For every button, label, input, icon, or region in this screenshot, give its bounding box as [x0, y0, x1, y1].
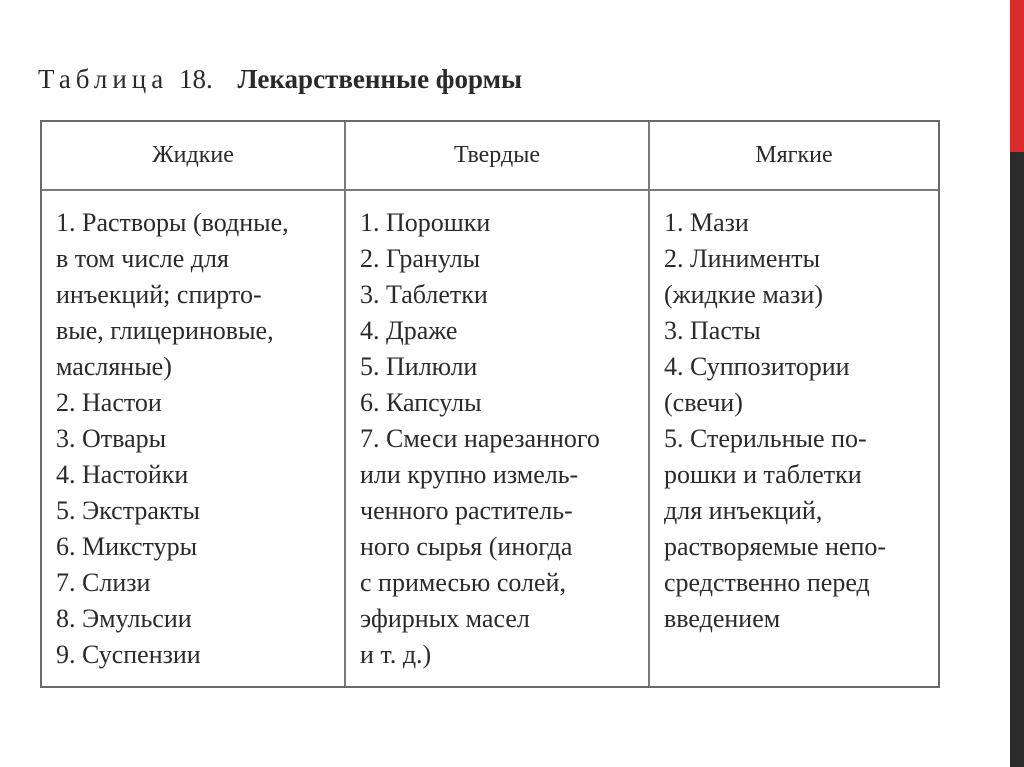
list-item: 6. Микстуры — [56, 532, 198, 561]
list-item: 2. Настои — [56, 388, 162, 417]
table-caption-label: Таблица — [38, 64, 169, 94]
column-liquid — [42, 190, 345, 686]
list-item: в том числе для — [56, 244, 229, 273]
list-item: ного сырья (иногда — [360, 532, 573, 561]
table-caption-number: 18. — [178, 64, 213, 94]
list-item: 4. Драже — [360, 316, 458, 345]
list-item: 8. Эмульсии — [56, 604, 192, 633]
table-row — [42, 190, 938, 686]
list-item: 1. Порошки — [360, 208, 491, 237]
list-item: 7. Слизи — [56, 568, 151, 597]
list-item: 4. Суппозитории — [664, 352, 850, 381]
list-item: 5. Стерильные по- — [664, 424, 867, 453]
column-solid — [345, 190, 649, 686]
list-item: 4. Настойки — [56, 460, 189, 489]
list-item: 3. Пасты — [664, 316, 761, 345]
list-item: для инъекций, — [664, 496, 823, 525]
column-soft — [649, 190, 938, 686]
list-item: ченного раститель- — [360, 496, 573, 525]
table — [42, 122, 938, 686]
list-item: 3. Таблетки — [360, 280, 488, 309]
dosage-forms-table — [40, 120, 940, 688]
list-item: 2. Гранулы — [360, 244, 481, 273]
table-header-row — [42, 122, 938, 190]
header-soft: Мягкие — [649, 122, 938, 190]
list-item: эфирных масел — [360, 604, 530, 633]
list-item: 9. Суспензии — [56, 640, 201, 669]
list-item: 7. Смеси нарезанного — [360, 424, 600, 453]
list-item: масляные) — [56, 352, 172, 381]
slide-edge-bar — [1010, 0, 1024, 767]
list-item: рошки и таблетки — [664, 460, 862, 489]
table-caption — [38, 64, 522, 95]
list-item: 1. Мази — [664, 208, 749, 237]
list-item: 5. Экстракты — [56, 496, 201, 525]
list-item: инъекций; спирто- — [56, 280, 262, 309]
list-item: 3. Отвары — [56, 424, 167, 453]
list-item: 1. Растворы (водные, — [56, 208, 289, 237]
list-item: 2. Линименты — [664, 244, 821, 273]
list-item: (жидкие мази) — [664, 280, 824, 309]
header-liquid: Жидкие — [42, 122, 345, 190]
table-caption-title: Лекарственные формы — [237, 64, 523, 94]
slide-accent-bar — [1010, 0, 1024, 152]
list-item: средственно перед — [664, 568, 870, 597]
list-item: (свечи) — [664, 388, 743, 417]
list-item: или крупно измель- — [360, 460, 579, 489]
list-item: введением — [664, 604, 781, 633]
list-item: 5. Пилюли — [360, 352, 478, 381]
list-item: и т. д.) — [360, 640, 432, 669]
list-item: 6. Капсулы — [360, 388, 482, 417]
list-item: вые, глицериновые, — [56, 316, 274, 345]
header-solid: Твердые — [345, 122, 649, 190]
list-item: с примесью солей, — [360, 568, 566, 597]
list-item: растворяемые непо- — [664, 532, 887, 561]
